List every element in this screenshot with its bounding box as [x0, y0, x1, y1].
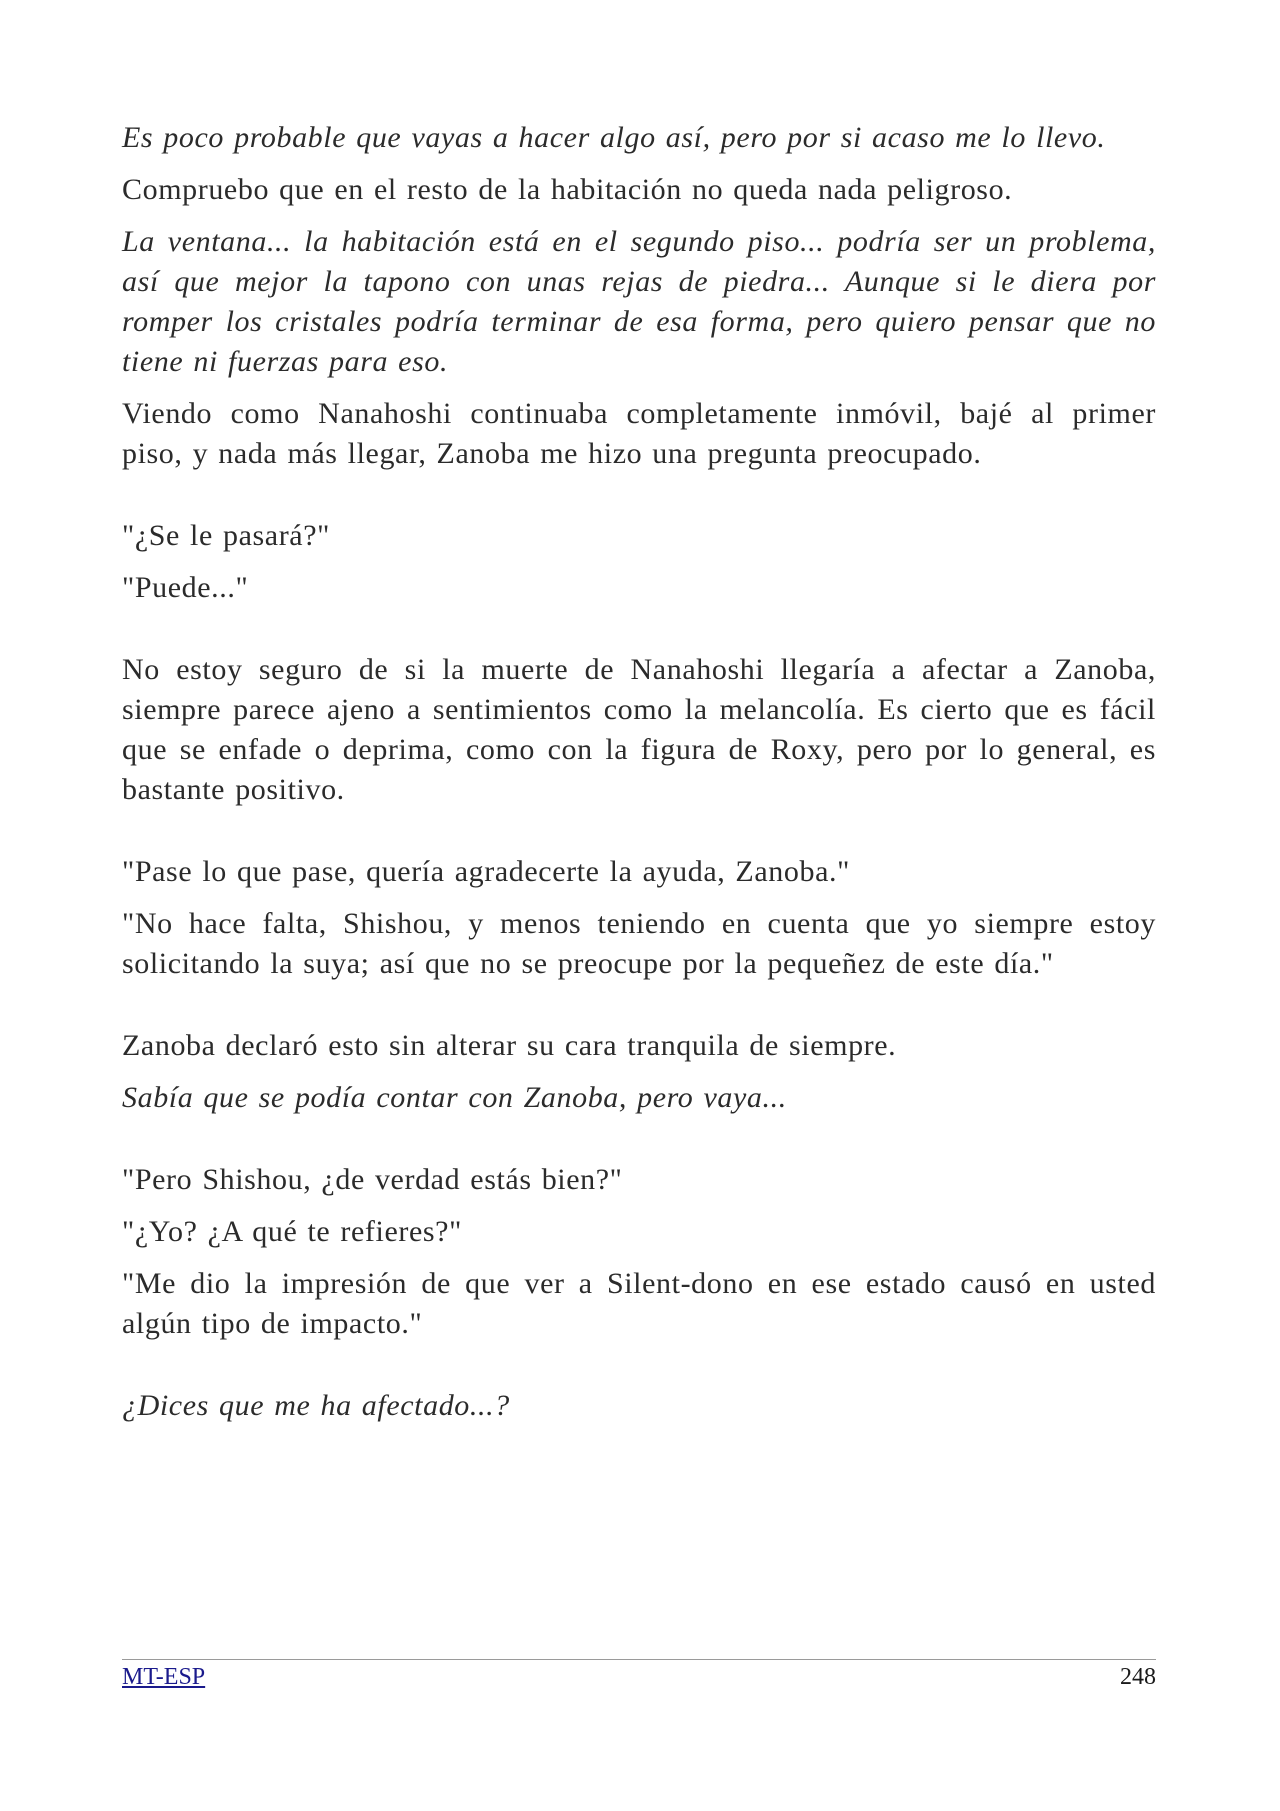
- section-gap: [122, 1356, 1156, 1386]
- paragraph-3: La ventana... la habitación está en el segundo piso... podría ser un problema, así que mejor la tapono con unas rejas de piedra... Aunque si le diera por romper los cristales podría terminar de esa forma, pero quiero pensar que no tiene ni fuerzas para eso.: [122, 225, 1156, 378]
- page-footer: [122, 1661, 1156, 1693]
- paragraph-15: ¿Dices que me ha afectado...?: [122, 1389, 510, 1422]
- page-body: [122, 118, 1156, 1438]
- paragraph-4: Viendo como Nanahoshi continuaba completamente inmóvil, bajé al primer piso, y nada más llegar, Zanoba me hizo una pregunta preocupado.: [122, 397, 1156, 470]
- section-gap: [122, 486, 1156, 516]
- paragraph-13: "¿Yo? ¿A qué te refieres?": [122, 1215, 462, 1248]
- document-page: [122, 0, 1156, 1811]
- page-number: 248: [1120, 1664, 1156, 1690]
- section-gap: [122, 1130, 1156, 1160]
- footer-link[interactable]: MT-ESP: [122, 1664, 206, 1690]
- paragraph-11: Sabía que se podía contar con Zanoba, pero vaya...: [122, 1081, 787, 1114]
- section-gap: [122, 996, 1156, 1026]
- paragraph-6: "Puede...": [122, 571, 249, 604]
- paragraph-14: "Me dio la impresión de que ver a Silent-dono en ese estado causó en usted algún tipo de impacto.": [122, 1267, 1156, 1340]
- section-gap: [122, 620, 1156, 650]
- footer-divider: [122, 1659, 1156, 1660]
- paragraph-7: No estoy seguro de si la muerte de Nanahoshi llegaría a afectar a Zanoba, siempre parece ajeno a sentimientos como la melancolía. Es cierto que es fácil que se enfade o deprima, como con la figura de Roxy, pero por lo general, es bastante positivo.: [122, 653, 1156, 806]
- paragraph-10: Zanoba declaró esto sin alterar su cara tranquila de siempre.: [122, 1029, 897, 1062]
- paragraph-2: Compruebo que en el resto de la habitación no queda nada peligroso.: [122, 173, 1013, 206]
- paragraph-9: "No hace falta, Shishou, y menos teniendo en cuenta que yo siempre estoy solicitando la suya; así que no se preocupe por la pequeñez de este día.": [122, 907, 1156, 980]
- paragraph-1: Es poco probable que vayas a hacer algo así, pero por si acaso me lo llevo.: [122, 121, 1106, 154]
- section-gap: [122, 822, 1156, 852]
- paragraph-8: "Pase lo que pase, quería agradecerte la ayuda, Zanoba.": [122, 855, 850, 888]
- paragraph-5: "¿Se le pasará?": [122, 519, 330, 552]
- paragraph-12: "Pero Shishou, ¿de verdad estás bien?": [122, 1163, 623, 1196]
